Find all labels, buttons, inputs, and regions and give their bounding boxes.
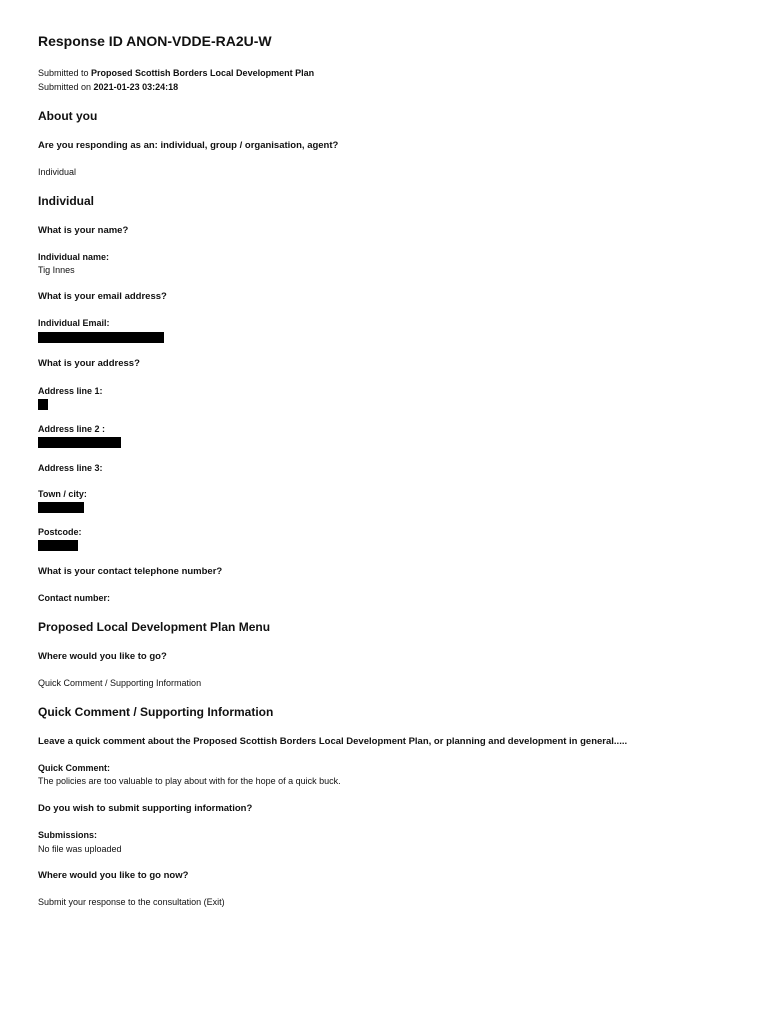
submitted-on-line — [38, 82, 178, 92]
section-heading-plan-menu: Proposed Local Development Plan Menu — [38, 620, 271, 634]
answer-where-to-go: Quick Comment / Supporting Information — [38, 678, 202, 688]
label-address-line-1: Address line 1: — [38, 386, 103, 396]
section-heading-individual: Individual — [38, 194, 95, 208]
label-postcode: Postcode: — [38, 527, 82, 537]
redacted-address-line-1 — [38, 399, 48, 410]
value-individual-name: Tig Innes — [38, 265, 75, 275]
answer-responding-as: Individual — [38, 167, 77, 177]
section-heading-about-you: About you — [38, 109, 98, 123]
response-title: Response ID ANON-VDDE-RA2U-W — [38, 33, 272, 49]
redacted-email — [38, 332, 164, 343]
label-town-city: Town / city: — [38, 489, 87, 499]
label-submissions: Submissions: — [38, 830, 98, 840]
question-go-now: Where would you like to go now? — [38, 870, 189, 881]
answer-go-now: Submit your response to the consultation (Exit) — [38, 897, 225, 907]
question-supporting-info: Do you wish to submit supporting information? — [38, 803, 253, 814]
question-where-to-go: Where would you like to go? — [38, 651, 167, 662]
label-address-line-3: Address line 3: — [38, 463, 103, 473]
question-quick-comment: Leave a quick comment about the Proposed Scottish Borders Local Development Plan, or planning and development in general..... — [38, 736, 628, 747]
question-email: What is your email address? — [38, 291, 167, 302]
label-contact-number: Contact number: — [38, 593, 110, 603]
label-quick-comment: Quick Comment: — [38, 763, 111, 773]
value-quick-comment: The policies are too valuable to play about with for the hope of a quick buck. — [38, 776, 341, 786]
section-heading-quick-comment: Quick Comment / Supporting Information — [38, 705, 274, 719]
submitted-on-value: 2021-01-23 03:24:18 — [93, 82, 179, 92]
label-individual-email: Individual Email: — [38, 318, 110, 328]
label-individual-name: Individual name: — [38, 252, 110, 262]
submitted-on-prefix: Submitted on — [38, 82, 94, 92]
submitted-to-prefix: Submitted to — [38, 68, 92, 78]
question-name: What is your name? — [38, 225, 129, 236]
value-submissions: No file was uploaded — [38, 844, 122, 854]
submitted-to-line — [38, 68, 314, 78]
label-address-line-2: Address line 2 : — [38, 424, 106, 434]
redacted-postcode — [38, 540, 78, 551]
question-responding-as: Are you responding as an: individual, group / organisation, agent? — [38, 140, 339, 151]
question-phone: What is your contact telephone number? — [38, 566, 223, 577]
submitted-to-value: Proposed Scottish Borders Local Development Plan — [91, 68, 315, 78]
redacted-address-line-2 — [38, 437, 121, 448]
question-address: What is your address? — [38, 358, 140, 369]
redacted-town-city — [38, 502, 84, 513]
